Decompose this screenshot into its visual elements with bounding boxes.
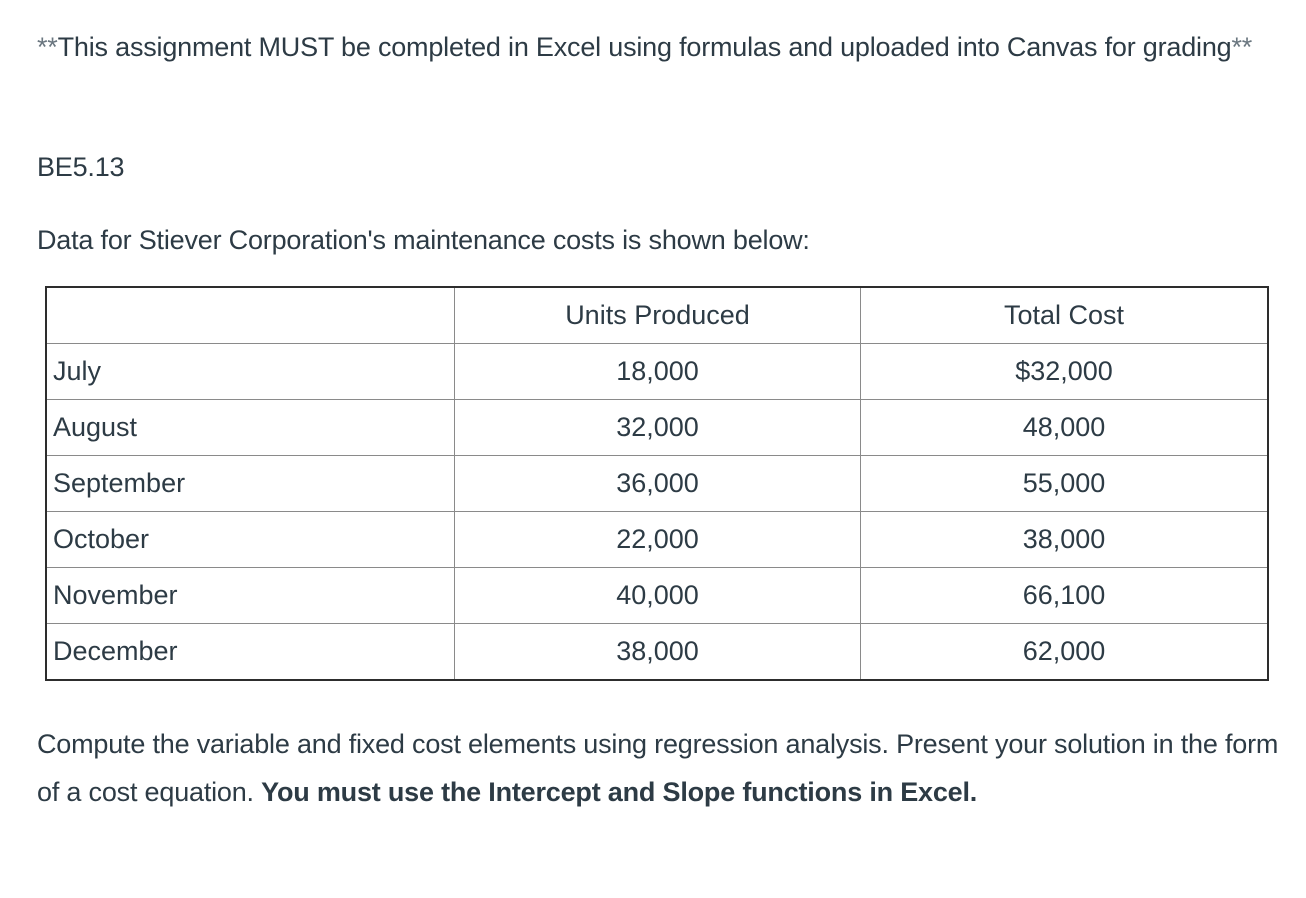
cost-cell: 55,000 bbox=[861, 456, 1268, 512]
month-cell: September bbox=[47, 456, 455, 512]
asterisks-close: ** bbox=[1231, 32, 1253, 62]
header-total-cost: Total Cost bbox=[861, 288, 1268, 344]
units-cell: 18,000 bbox=[455, 344, 861, 400]
task-instructions bbox=[37, 720, 1287, 816]
table-row bbox=[47, 568, 1268, 624]
table-row bbox=[47, 344, 1268, 400]
maintenance-cost-table bbox=[46, 287, 1268, 680]
asterisks-open: ** bbox=[37, 32, 58, 62]
units-cell: 38,000 bbox=[455, 624, 861, 680]
header-units-produced: Units Produced bbox=[455, 288, 861, 344]
cost-cell: $32,000 bbox=[861, 344, 1268, 400]
month-cell: November bbox=[47, 568, 455, 624]
table-row bbox=[47, 400, 1268, 456]
task-text: Compute the variable and fixed cost elements using regression analysis. Present your solution in the form of a cost equation. bbox=[37, 729, 1279, 807]
problem-lead-text: Data for Stiever Corporation's maintenance costs is shown below: bbox=[37, 225, 810, 255]
task-bold-requirement: You must use the Intercept and Slope functions in Excel. bbox=[261, 777, 978, 807]
header-month bbox=[47, 288, 455, 344]
month-cell: August bbox=[47, 400, 455, 456]
units-cell: 32,000 bbox=[455, 400, 861, 456]
month-cell: December bbox=[47, 624, 455, 680]
table-header-row bbox=[47, 288, 1268, 344]
units-cell: 36,000 bbox=[455, 456, 861, 512]
units-cell: 40,000 bbox=[455, 568, 861, 624]
assignment-instructions bbox=[37, 23, 1277, 71]
table-row bbox=[47, 456, 1268, 512]
cost-cell: 38,000 bbox=[861, 512, 1268, 568]
month-cell: October bbox=[47, 512, 455, 568]
cost-cell: 66,100 bbox=[861, 568, 1268, 624]
month-cell: July bbox=[47, 344, 455, 400]
units-cell: 22,000 bbox=[455, 512, 861, 568]
instructions-text: This assignment MUST be completed in Excel using formulas and uploaded into Canvas for grading bbox=[57, 32, 1232, 62]
cost-cell: 48,000 bbox=[861, 400, 1268, 456]
table-row bbox=[47, 512, 1268, 568]
cost-cell: 62,000 bbox=[861, 624, 1268, 680]
problem-code: BE5.13 bbox=[37, 152, 125, 182]
table-row bbox=[47, 624, 1268, 680]
